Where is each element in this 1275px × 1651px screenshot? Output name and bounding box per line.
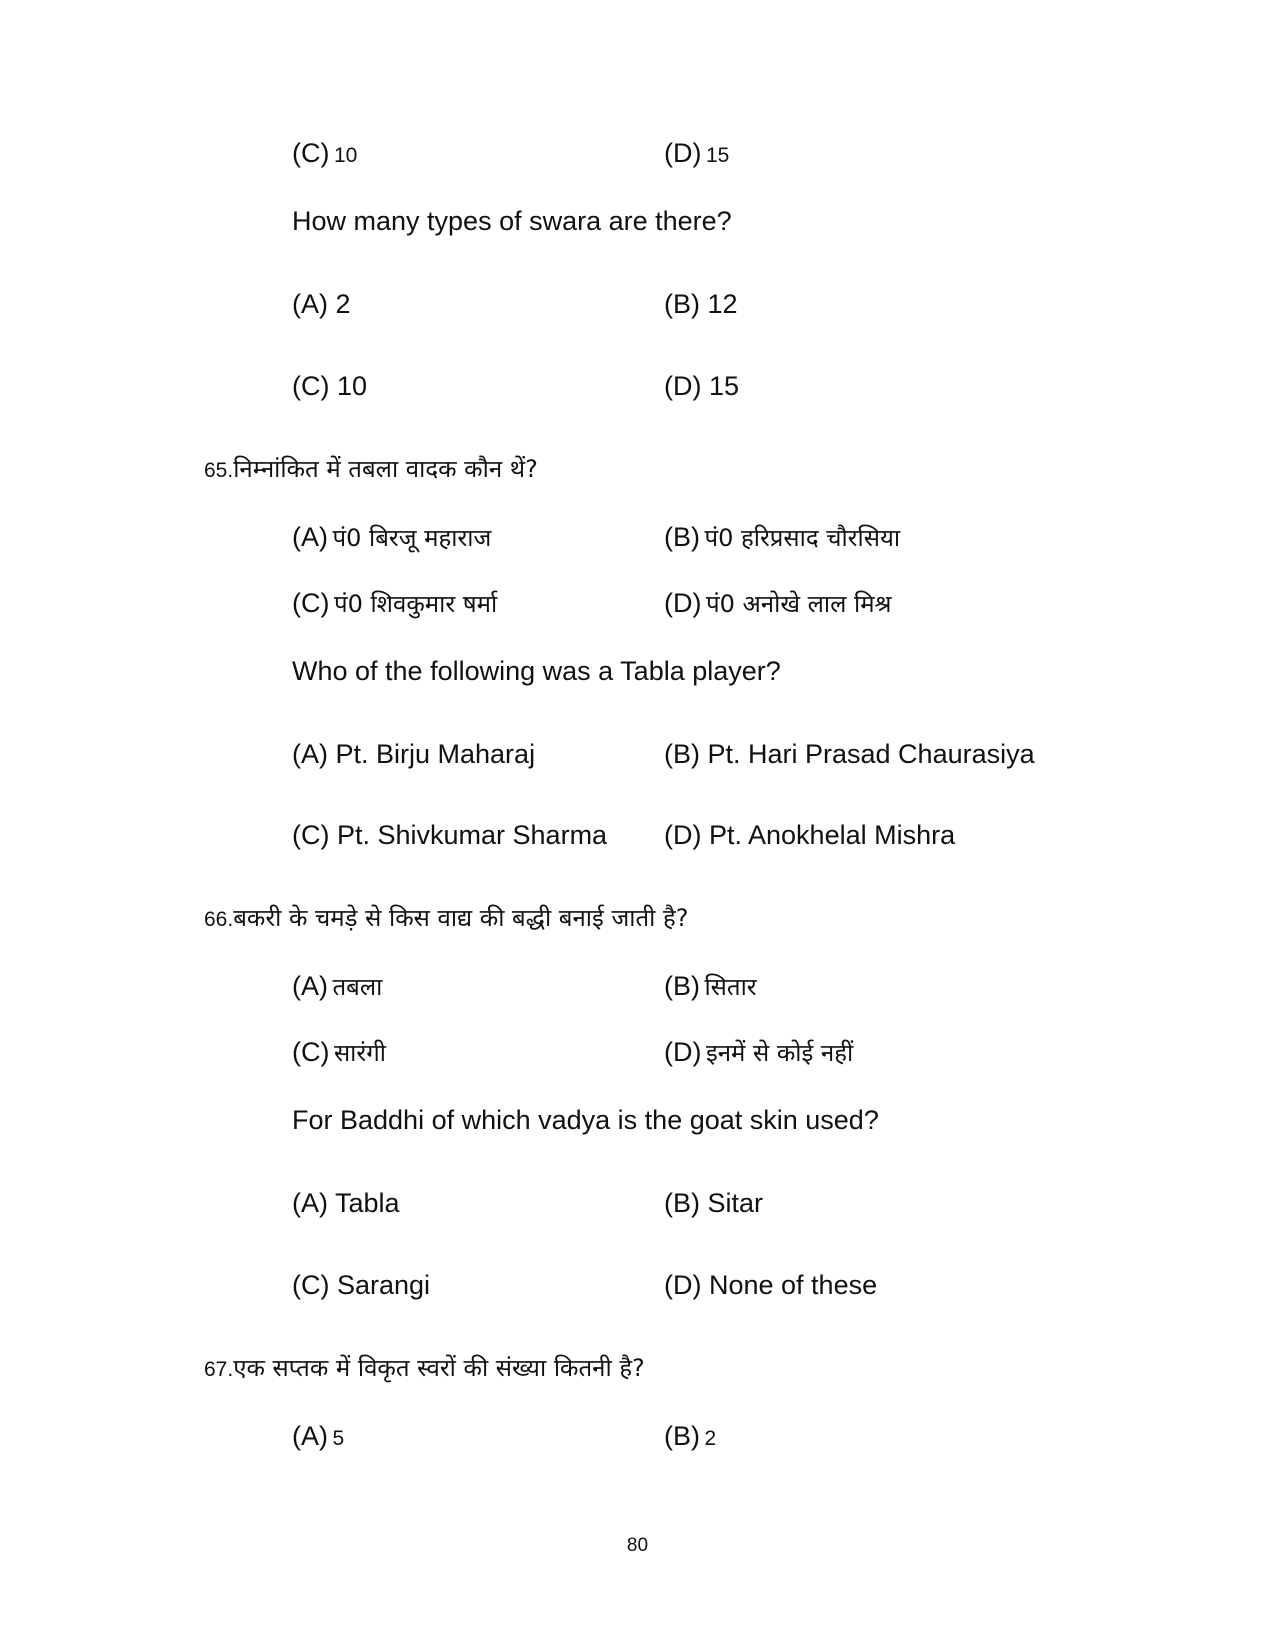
prev-english-option-b: (B) 12	[664, 289, 738, 319]
option-label: (C)	[292, 138, 330, 168]
option-value: 10	[333, 144, 358, 167]
q65-english-option-b: (B) Pt. Hari Prasad Chaurasiya	[664, 739, 1035, 769]
q66-hindi-option-c	[292, 1039, 386, 1066]
option-value: 5	[332, 1427, 345, 1450]
prev-english-question: How many types of swara are there?	[292, 206, 732, 236]
prev-english-option-d: (D) 15	[664, 371, 740, 401]
option-value: पं0 हरिप्रसाद चौरसिया	[704, 524, 901, 552]
option-value: सारंगी	[333, 1039, 386, 1067]
q65-hindi-option-b	[664, 524, 900, 551]
q66-english-option-b: (B) Sitar	[664, 1188, 764, 1218]
question-number: 67.	[204, 1358, 234, 1381]
option-label: (B)	[664, 971, 700, 1001]
option-label: (D)	[664, 1037, 702, 1067]
option-label: (B)	[664, 522, 700, 552]
question-text-hindi: एक सप्तक में विकृत स्वरों की संख्या कितनी है?	[233, 1354, 645, 1382]
q66-english-option-a: (A) Tabla	[292, 1188, 400, 1218]
option-label: (A)	[292, 1421, 328, 1451]
option-label: (A)	[292, 971, 328, 1001]
option-label: (C)	[292, 1037, 330, 1067]
q66-hindi-option-b	[664, 973, 757, 1000]
option-value: तबला	[332, 973, 383, 1001]
question-number: 65.	[204, 459, 234, 482]
prev-english-option-c: (C) 10	[292, 371, 368, 401]
q65-hindi-option-d	[664, 590, 892, 617]
q65-hindi-option-a	[292, 524, 491, 551]
option-value: 15	[705, 144, 730, 167]
q66-english-option-d: (D) None of these	[664, 1270, 878, 1300]
option-label: (A)	[292, 522, 328, 552]
q65-english-option-d: (D) Pt. Anokhelal Mishra	[664, 820, 956, 850]
q65-english-option-a: (A) Pt. Birju Maharaj	[292, 739, 536, 769]
option-label: (D)	[664, 588, 702, 618]
q65-hindi-option-c	[292, 590, 497, 617]
option-label: (B)	[664, 1421, 700, 1451]
prev-option-d	[664, 140, 729, 167]
option-value: 2	[704, 1427, 717, 1450]
option-value: सितार	[704, 973, 757, 1001]
q67-option-b	[664, 1423, 716, 1450]
question-65	[204, 457, 538, 481]
prev-english-option-a: (A) 2	[292, 289, 351, 319]
option-value: पं0 बिरजू महाराज	[332, 524, 492, 552]
question-67	[204, 1356, 645, 1380]
page-number: 80	[626, 1535, 649, 1556]
question-text-hindi: बकरी के चमड़े से किस वाद्य की बद्धी बनाई जाती है?	[233, 904, 689, 932]
q66-hindi-option-d	[664, 1039, 853, 1066]
option-label: (C)	[292, 588, 330, 618]
option-label: (D)	[664, 138, 702, 168]
q66-hindi-option-a	[292, 973, 382, 1000]
question-text-hindi: निम्नांकित में तबला वादक कौन थें?	[233, 455, 538, 483]
q66-english-option-c: (C) Sarangi	[292, 1270, 431, 1300]
question-66	[204, 906, 688, 930]
q65-english-option-c: (C) Pt. Shivkumar Sharma	[292, 820, 608, 850]
option-value: इनमें से कोई नहीं	[705, 1039, 854, 1067]
option-value: पं0 अनोखे लाल मिश्र	[705, 590, 892, 618]
q65-english-question: Who of the following was a Tabla player?	[292, 656, 781, 686]
question-number: 66.	[204, 908, 234, 931]
prev-option-c	[292, 140, 357, 167]
option-value: पं0 शिवकुमार षर्मा	[333, 590, 498, 618]
q67-option-a	[292, 1423, 344, 1450]
q66-english-question: For Baddhi of which vadya is the goat skin used?	[292, 1105, 879, 1135]
